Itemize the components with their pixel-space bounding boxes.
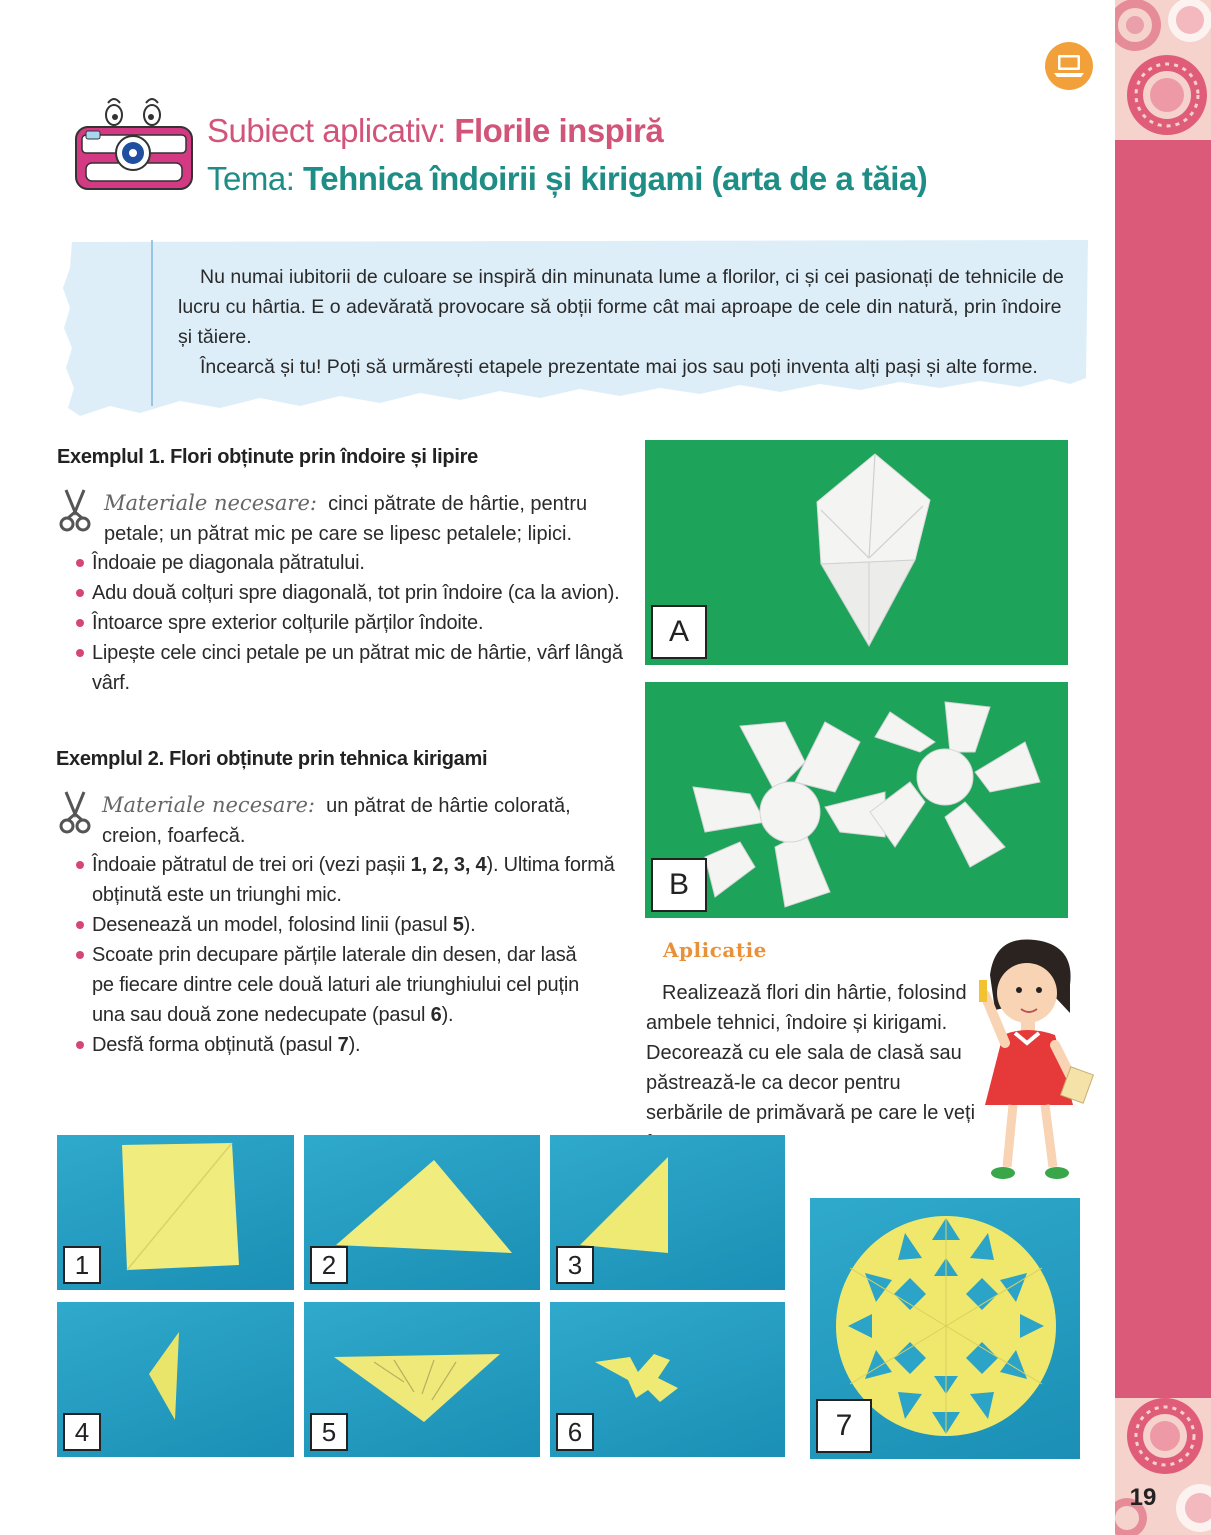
list-item: Îndoaie pătratul de trei ori (vezi pașii 1, 2, 3, 4). Ultima formă obținută este un triunghi mic. [76,850,628,910]
example2-heading: Exemplul 2. Flori obținute prin tehnica kirigami [56,748,488,770]
photo-label: 5 [310,1413,348,1451]
camera-mascot [68,95,198,195]
aplicatie-text: Realizează flori din hârtie, folosind ambele tehnici, îndoire și kirigami. Decorează cu ele sala de clasă sau păstrează-le ca decor pentru serbările de primăvară pe care le veți [646,982,976,1124]
example1-materials: Materiale necesare: cinci pătrate de hârtie, pentru petale; un pătrat mic pe care se lipesc petalele; lipici. [104,491,588,545]
photo-step-7 [810,1198,1080,1459]
scissors-icon [58,488,92,532]
list-item: Întoarce spre exterior colțurile părților îndoite. [76,608,628,638]
aplicatie-title: Aplicație [663,938,767,962]
list-item: Desfă forma obținută (pasul 7). [76,1030,628,1060]
laptop-icon[interactable] [1045,42,1093,90]
photo-step-4 [57,1302,294,1457]
example2-materials: Materiale necesare: un pătrat de hârtie colorată, creion, foarfecă. [102,793,571,847]
photo-label: 1 [63,1246,101,1284]
photo-label: 7 [816,1399,872,1453]
photo-a [645,440,1068,665]
intro-text [178,262,1068,382]
decorative-band-top [1115,0,1211,140]
photo-label: 2 [310,1246,348,1284]
photo-step-5 [304,1302,540,1457]
photo-b [645,682,1068,918]
list-item: Adu două colțuri spre diagonală, tot prin îndoire (ca la avion). [76,578,628,608]
photo-label: A [651,605,707,659]
example1-steps [76,548,628,698]
materials-label: Materiale necesare: [104,491,317,515]
list-item: Scoate prin decupare părțile laterale din desen, dar lasă pe fiecare dintre cele două laturi ale triunghiului cel puțin una sau două zone nedecupate (pasul 6). [76,940,628,1030]
example2-steps [76,850,628,1060]
scissors-icon [58,790,92,834]
page-number: 19 [1129,1484,1157,1511]
photo-label: 3 [556,1246,594,1284]
list-item: Desenează un model, folosind linii (pasul 5). [76,910,628,940]
photo-step-6 [550,1302,785,1457]
photo-label: B [651,858,707,912]
list-item: Lipește cele cinci petale pe un pătrat mic de hârtie, vârf lângă vârf. [76,638,628,698]
photo-step-1 [57,1135,294,1290]
photo-label: 4 [63,1413,101,1451]
intro-paragraph: Nu numai iubitorii de culoare se inspiră din minunata lume a florilor, ci și cei pasionați de tehnicile de lucru cu hârtia. E o adevărată provocare să obții forme cât mai aproape de cele din natură, prin îndoire și tăiere. [178,266,1064,348]
photo-step-3 [550,1135,785,1290]
theme-title: Tema: Tehnica îndoirii și kirigami (arta de a tăia) [207,160,928,197]
photo-step-2 [304,1135,540,1290]
photo-label: 6 [556,1413,594,1451]
list-item: Îndoaie pe diagonala pătratului. [76,548,628,578]
materials-label: Materiale necesare: [102,793,315,817]
example1-heading: Exemplul 1. Flori obținute prin îndoire și lipire [57,446,478,468]
subject-title: Subiect aplicativ: Florile inspiră [207,112,664,149]
decorative-band [1115,140,1211,1398]
intro-paragraph: Încearcă și tu! Poți să urmărești etapele prezentate mai jos sau poți inventa alți pași și alte forme. [200,356,1038,378]
girl-illustration [975,935,1095,1190]
